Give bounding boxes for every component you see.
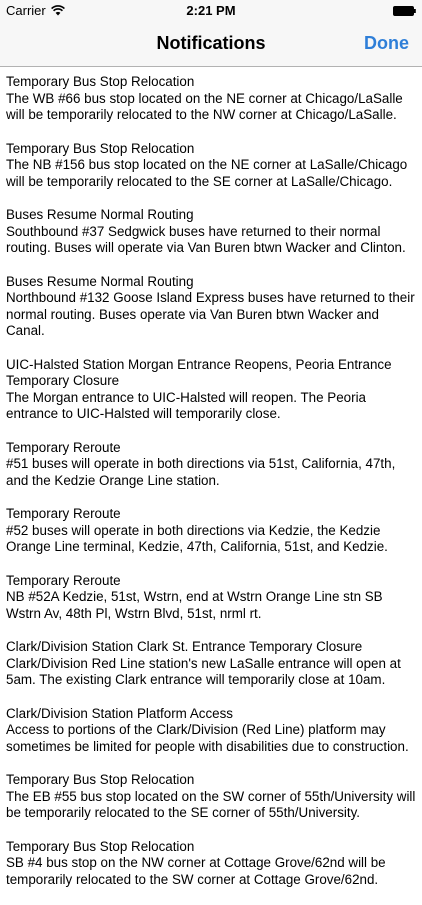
carrier-label: Carrier bbox=[6, 3, 46, 18]
notification-item bbox=[6, 506, 416, 556]
notification-body: Southbound #37 Sedgwick buses have returned to their normal routing. Buses will operate via Van Buren btwn Wacker and Clinton. bbox=[6, 223, 406, 255]
notification-body: The EB #55 bus stop located on the SW corner of 55th/University will be temporarily relocated to the SE corner of 55th/University. bbox=[6, 788, 416, 820]
notification-item bbox=[6, 207, 416, 257]
page-title: Notifications bbox=[156, 33, 266, 53]
notification-item bbox=[6, 772, 416, 822]
notification-list bbox=[6, 74, 416, 905]
notification-item bbox=[6, 274, 416, 340]
notification-title: UIC-Halsted Station Morgan Entrance Reopens, Peoria Entrance Temporary Closure bbox=[6, 356, 392, 388]
notification-title: Clark/Division Station Clark St. Entrance Temporary Closure bbox=[6, 639, 363, 654]
done-button[interactable]: Done bbox=[364, 33, 409, 53]
notification-item bbox=[6, 639, 416, 689]
notification-item bbox=[6, 74, 416, 124]
status-time: 2:21 PM bbox=[186, 3, 236, 18]
notification-title: Temporary Reroute bbox=[6, 439, 121, 455]
notifications-content[interactable] bbox=[0, 67, 422, 905]
notification-body: Clark/Division Red Line station's new LaSalle entrance will open at 5am. The existing Clark entrance will temporarily close at 10am. bbox=[6, 655, 401, 687]
notification-body: Access to portions of the Clark/Division (Red Line) platform may sometimes be limited for people with disabilities due to construction. bbox=[6, 722, 409, 754]
notification-item bbox=[6, 141, 416, 191]
notification-body: The WB #66 bus stop located on the NE corner at Chicago/LaSalle will be temporarily relocated to the NW corner at Chicago/LaSalle. bbox=[6, 90, 403, 122]
notification-body: NB #52A Kedzie, 51st, Wstrn, end at Wstrn Orange Line stn SB Wstrn Av, 48th Pl, Wstrn Blvd, 51st, nrml rt. bbox=[6, 589, 383, 621]
notification-title: Buses Resume Normal Routing bbox=[6, 207, 194, 222]
notification-title: Temporary Bus Stop Relocation bbox=[6, 74, 195, 89]
notification-item bbox=[6, 440, 416, 490]
notification-item bbox=[6, 357, 416, 423]
notification-title: Temporary Bus Stop Relocation bbox=[6, 140, 195, 156]
status-bar bbox=[0, 0, 422, 22]
notification-item bbox=[6, 706, 416, 756]
navigation-bar bbox=[0, 22, 422, 67]
notification-body: SB #4 bus stop on the NW corner at Cottage Grove/62nd will be temporarily relocated to the SW corner at Cottage Grove/62nd. bbox=[6, 855, 386, 887]
notification-title: Clark/Division Station Platform Access bbox=[6, 705, 233, 721]
notification-item bbox=[6, 839, 416, 889]
notification-title: Temporary Bus Stop Relocation bbox=[6, 772, 195, 787]
notification-title: Temporary Reroute bbox=[6, 506, 121, 521]
notification-body: The Morgan entrance to UIC-Halsted will reopen. The Peoria entrance to UIC-Halsted will temporarily close. bbox=[6, 389, 366, 421]
notification-body: The NB #156 bus stop located on the NE corner at LaSalle/Chicago will be temporarily relocated to the SE corner at LaSalle/Chicago. bbox=[6, 157, 408, 189]
notification-title: Buses Resume Normal Routing bbox=[6, 273, 194, 289]
notification-body: #52 buses will operate in both directions via Kedzie, the Kedzie Orange Line terminal, Kedzie, 47th, California, 51st, and Kedzie. bbox=[6, 522, 388, 554]
battery-icon bbox=[393, 6, 416, 16]
notification-body: Northbound #132 Goose Island Express buses have returned to their normal routing. Buses operate via Van Buren btwn Wacker and Canal. bbox=[6, 290, 415, 338]
notification-title: Temporary Bus Stop Relocation bbox=[6, 838, 195, 854]
notification-title: Temporary Reroute bbox=[6, 572, 121, 588]
notification-body: #51 buses will operate in both directions via 51st, California, 47th, and the Kedzie Orange Line station. bbox=[6, 456, 396, 488]
notification-item bbox=[6, 573, 416, 623]
